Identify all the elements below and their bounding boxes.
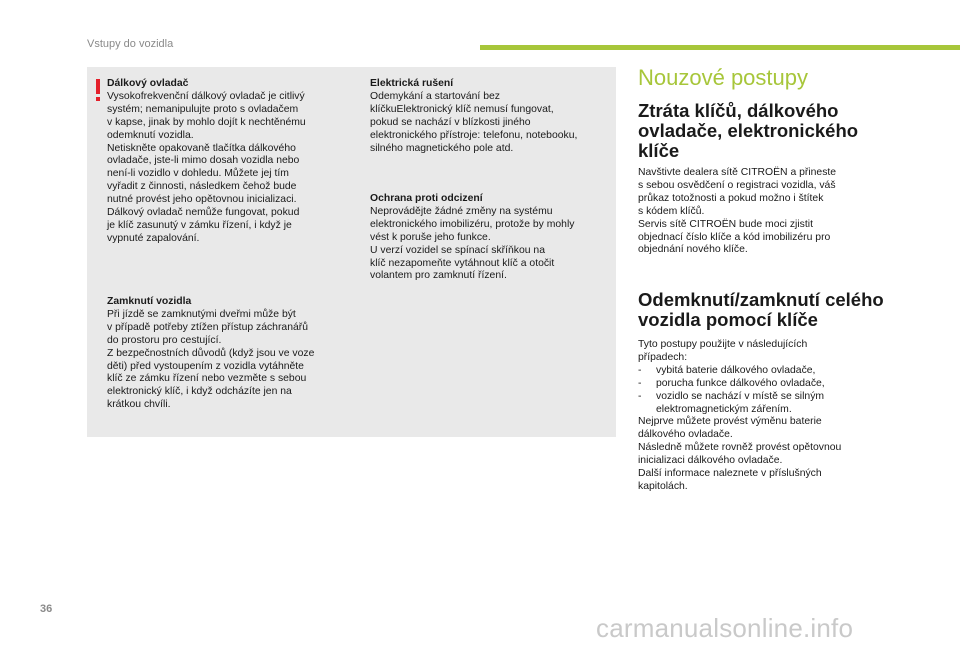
text-line: nutné provést jeho opětovnou inicializaci. — [107, 194, 297, 206]
text-line: Servis sítě CITROËN bude moci zjistit — [638, 218, 813, 230]
text-line: ovladače, jste-li mimo dosah vozidla nebo — [107, 155, 300, 167]
text-line: průkaz totožnosti a pokud možno i štítek — [638, 192, 824, 204]
text-line: inicializaci dálkového ovladače. — [638, 455, 783, 467]
text-line: Z bezpečnostních důvodů (když jsou ve voze — [107, 347, 315, 359]
text-line: klíč ze zámku řízení nebo vezměte s sebou — [107, 373, 307, 385]
text-line: Dálkový ovladač nemůže fungovat, pokud — [107, 207, 300, 219]
text-line: objednací číslo klíče a kód imobilizéru pro — [638, 231, 831, 243]
list-item — [638, 365, 938, 378]
text-line: s kódem klíčů. — [638, 205, 705, 217]
list-dash: - — [638, 377, 642, 389]
title-line: Ztráta klíčů, dálkového — [638, 100, 839, 121]
text-line: s sebou osvědčení o registraci vozidla, váš — [638, 179, 836, 191]
title-line: vozidla pomocí klíče — [638, 309, 818, 330]
text-line: elektronického imobilizéru, protože by mohly — [370, 218, 575, 230]
key-loss-title — [638, 101, 938, 161]
title-line: klíče — [638, 140, 680, 161]
text-line: Neprovádějte žádné změny na systému — [370, 205, 553, 217]
text-line: v kapse, jinak by mohlo dojít k nechtěnému — [107, 116, 306, 128]
text-line: Odemykání a startování bez — [370, 90, 500, 102]
vehicle-lock-note — [107, 296, 357, 412]
unlock-title — [638, 290, 938, 330]
text-line: Další informace naleznete v příslušných — [638, 468, 822, 480]
text-line: Při jízdě se zamknutými dveřmi může být — [107, 308, 296, 320]
page-number: 36 — [40, 603, 53, 615]
interference-heading: Elektrická rušení — [370, 78, 454, 89]
text-line: objednání nového klíče. — [638, 244, 748, 256]
list-item-text: vozidlo se nachází v místě se silným — [656, 390, 825, 402]
list-item — [638, 378, 938, 391]
anti-theft-note — [370, 193, 610, 283]
text-line: U verzí vozidel se spínací skříňkou na — [370, 244, 545, 256]
text-line: Navštivte dealera sítě CITROËN a přineste — [638, 167, 837, 178]
text-line: elektronického přístroje: telefonu, notebooku, — [370, 129, 578, 141]
text-line: vypnuté zapalování. — [107, 232, 200, 244]
text-line: děti) před vystoupením z vozidla vytáhněte — [107, 360, 304, 372]
section-title: Nouzové postupy — [638, 65, 808, 90]
list-item — [638, 391, 938, 404]
vehicle-lock-heading: Zamknutí vozidla — [107, 296, 192, 307]
text-line: silného magnetického pole atd. — [370, 142, 514, 154]
text-line: klíč nezapomeňte vytáhnout klíč a otočit — [370, 257, 555, 269]
text-line: kapitolách. — [638, 480, 688, 492]
unlock-text — [638, 339, 938, 494]
text-line: krátkou chvíli. — [107, 399, 171, 411]
chapter-title: Vstupy do vozidla — [87, 38, 174, 50]
list-item-text: vybitá baterie dálkového ovladače, — [656, 364, 816, 376]
text-line: Vysokofrekvenční dálkový ovladač je citlivý — [107, 90, 305, 102]
text-line: pokud se nachází v blízkosti jiného — [370, 116, 531, 128]
remote-control-note — [107, 78, 357, 246]
text-line: volantem pro zamknutí řízení. — [370, 270, 507, 282]
remote-control-heading: Dálkový ovladač — [107, 78, 189, 89]
list-dash: - — [638, 364, 642, 376]
warning-icon — [95, 79, 101, 101]
key-loss-text — [638, 167, 938, 257]
list-item-continuation: elektromagnetickým zářením. — [656, 403, 792, 415]
text-line: je klíč zasunutý v zámku řízení, i když je — [107, 219, 292, 231]
title-line: Odemknutí/zamknutí celého — [638, 289, 884, 310]
text-line: případech: — [638, 351, 688, 363]
text-line: vést k poruše jeho funkce. — [370, 231, 491, 243]
text-line: Netiskněte opakovaně tlačítka dálkového — [107, 142, 296, 154]
list-item-text: porucha funkce dálkového ovladače, — [656, 377, 825, 389]
text-line: Následně můžete rovněž provést opětovnou — [638, 442, 842, 454]
text-line: elektronický klíč, i když odcházíte jen na — [107, 386, 292, 398]
text-line: klíčkuElektronický klíč nemusí fungovat, — [370, 103, 554, 115]
watermark: carmanualsonline.info — [596, 613, 854, 643]
text-line: není-li vozidlo v dohledu. Můžete jej tím — [107, 168, 289, 180]
list-dash: - — [638, 390, 642, 402]
text-line: Tyto postupy použijte v následujících — [638, 339, 808, 350]
anti-theft-heading: Ochrana proti odcizení — [370, 193, 483, 204]
text-line: vyřadit z činnosti, následkem čehož bude — [107, 181, 297, 193]
text-line: Nejprve můžete provést výměnu baterie — [638, 416, 822, 428]
text-line: dálkového ovladače. — [638, 429, 733, 441]
text-line: do prostoru pro cestující. — [107, 334, 222, 346]
title-line: ovladače, elektronického — [638, 120, 859, 141]
interference-note — [370, 78, 610, 155]
text-line: odemknutí vozidla. — [107, 129, 194, 141]
chapter-accent-bar — [480, 45, 960, 50]
text-line: v případě potřeby ztížen přístup záchranářů — [107, 321, 308, 333]
text-line: systém; nemanipulujte proto s ovladačem — [107, 103, 299, 115]
